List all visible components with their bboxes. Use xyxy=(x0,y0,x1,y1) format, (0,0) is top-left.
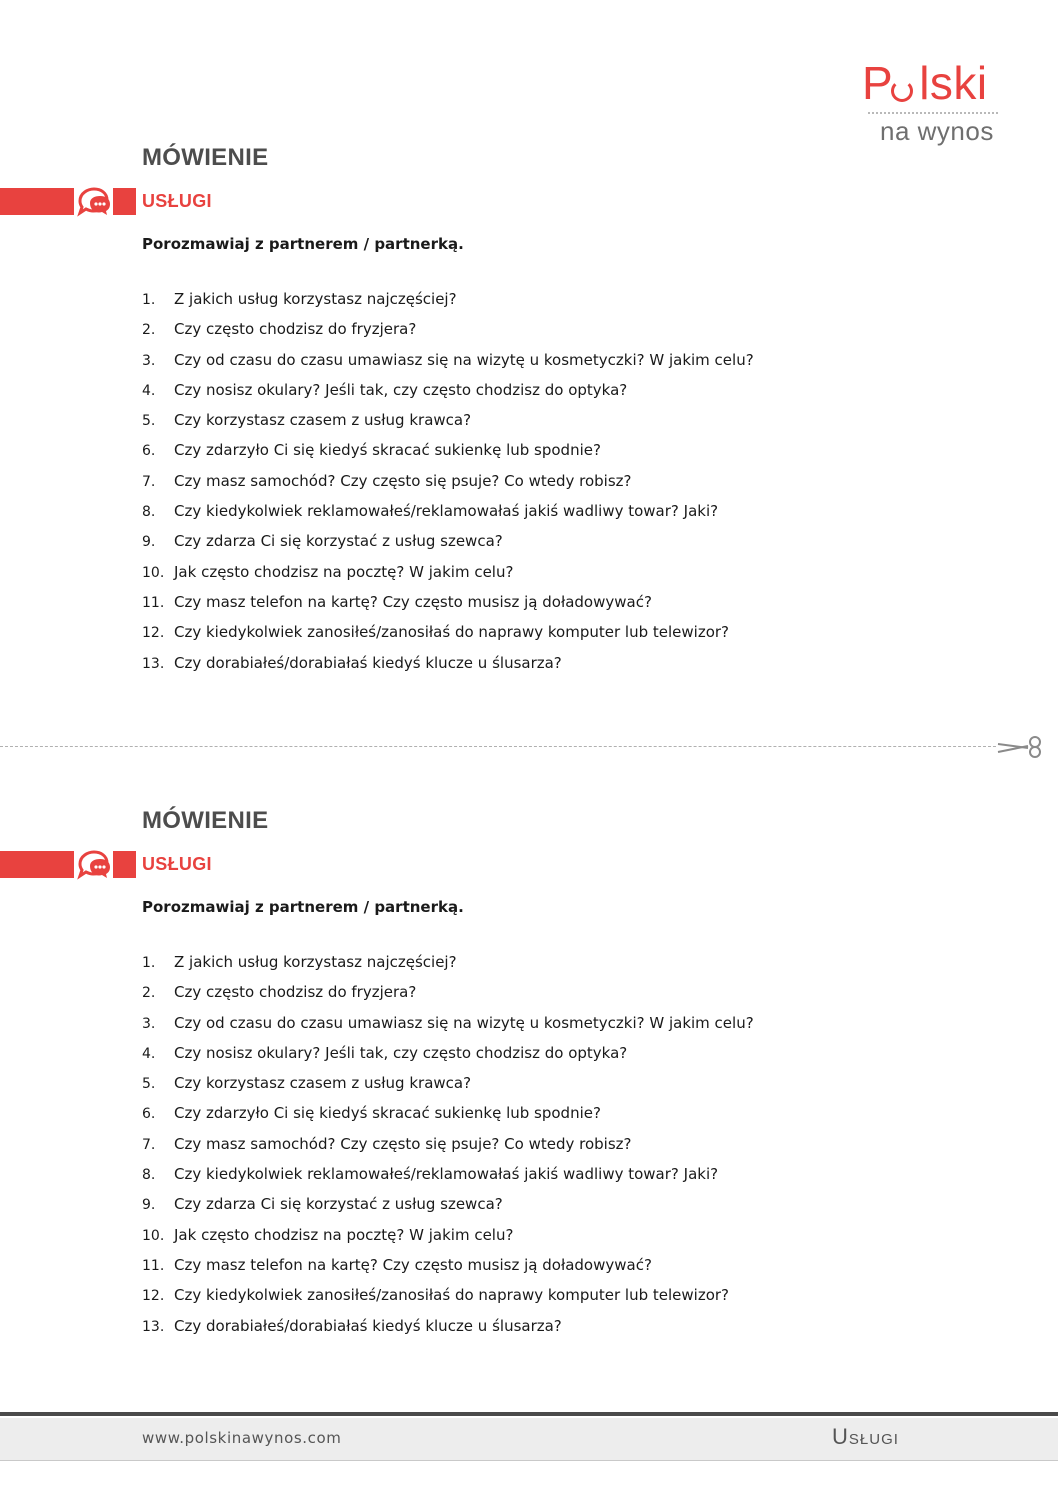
question-number: 4. xyxy=(142,1045,156,1062)
question-text: Czy zdarzyło Ci się kiedyś skracać sukienkę lub spodnie? xyxy=(174,1104,601,1123)
list-item xyxy=(142,592,754,622)
footer-website-link[interactable]: www.polskinawynos.com xyxy=(142,1429,342,1447)
list-item xyxy=(142,1013,754,1043)
question-text: Czy kiedykolwiek reklamowałeś/reklamowałaś jakiś wadliwy towar? Jaki? xyxy=(174,502,719,521)
list-item xyxy=(142,1316,754,1346)
list-item xyxy=(142,501,754,531)
question-number: 1. xyxy=(142,292,156,308)
question-text: Czy od czasu do czasu umawiasz się na wizytę u kosmetyczki? W jakim celu? xyxy=(174,350,754,369)
list-item xyxy=(142,1164,754,1194)
logo-smile-icon xyxy=(891,80,913,102)
question-text: Czy dorabiałeś/dorabiałaś kiedyś klucze u ślusarza? xyxy=(174,1316,562,1335)
question-text: Czy kiedykolwiek zanosiłeś/zanosiłaś do naprawy komputer lub telewizor? xyxy=(174,1286,730,1305)
question-text: Czy masz samochód? Czy często się psuje? Co wtedy robisz? xyxy=(174,471,632,490)
question-number: 10. xyxy=(142,1227,165,1244)
list-item xyxy=(142,1285,754,1315)
logo-subtitle: na wynos xyxy=(880,116,994,146)
question-text: Czy zdarzyło Ci się kiedyś skracać sukienkę lub spodnie? xyxy=(174,441,601,460)
question-number: 12. xyxy=(142,625,165,642)
question-text: Czy masz telefon na kartę? Czy często musisz ją doładowywać? xyxy=(174,1255,652,1274)
page-footer xyxy=(0,1418,1058,1461)
section-title: MÓWIENIE xyxy=(142,144,269,171)
question-list xyxy=(142,952,754,1346)
question-text: Czy masz telefon na kartę? Czy często musisz ją doładowywać? xyxy=(174,592,652,611)
accent-bar xyxy=(0,851,74,878)
accent-bar-small xyxy=(113,851,136,878)
footer-topic-title: Usługi xyxy=(832,1424,899,1449)
list-item xyxy=(142,622,754,652)
list-item xyxy=(142,440,754,470)
list-item xyxy=(142,1194,754,1224)
cut-line xyxy=(0,746,996,747)
question-number: 7. xyxy=(142,1136,156,1153)
logo-text-end: lski xyxy=(919,57,988,109)
question-number: 13. xyxy=(142,1318,165,1335)
section-subtitle: USŁUGI xyxy=(142,191,212,211)
list-item xyxy=(142,410,754,440)
question-text: Czy masz samochód? Czy często się psuje? Co wtedy robisz? xyxy=(174,1134,632,1153)
chat-bubbles-icon xyxy=(76,187,112,217)
question-number: 3. xyxy=(142,352,156,369)
question-text: Z jakich usług korzystasz najczęściej? xyxy=(174,953,457,971)
logo-text-start: P xyxy=(862,57,894,109)
question-number: 2. xyxy=(142,322,156,339)
scissors-icon xyxy=(996,735,1046,759)
list-item xyxy=(142,1134,754,1164)
list-item xyxy=(142,1043,754,1073)
question-number: 13. xyxy=(142,655,165,672)
list-item xyxy=(142,1103,754,1133)
question-text: Czy często chodzisz do fryzjera? xyxy=(174,320,417,339)
question-number: 12. xyxy=(142,1288,165,1305)
list-item xyxy=(142,471,754,501)
question-number: 4. xyxy=(142,382,156,399)
list-item xyxy=(142,1073,754,1103)
question-text: Czy kiedykolwiek zanosiłeś/zanosiłaś do naprawy komputer lub telewizor? xyxy=(174,623,730,642)
question-number: 10. xyxy=(142,564,165,581)
exercise-section-2 xyxy=(0,807,1058,1367)
brand-logo xyxy=(862,57,1002,146)
question-number: 1. xyxy=(142,955,156,971)
question-text: Czy od czasu do czasu umawiasz się na wizytę u kosmetyczki? W jakim celu? xyxy=(174,1013,754,1032)
list-item xyxy=(142,653,754,683)
question-number: 2. xyxy=(142,985,156,1002)
question-text: Czy korzystasz czasem z usług krawca? xyxy=(174,411,472,430)
question-number: 9. xyxy=(142,1197,156,1214)
section-title: MÓWIENIE xyxy=(142,807,269,834)
question-text: Czy zdarza Ci się korzystać z usług szewca? xyxy=(174,1195,503,1214)
list-item xyxy=(142,289,754,319)
footer-divider xyxy=(0,1412,1058,1416)
list-item xyxy=(142,531,754,561)
section-subtitle: USŁUGI xyxy=(142,854,212,874)
question-number: 11. xyxy=(142,1257,165,1274)
question-number: 9. xyxy=(142,534,156,551)
question-text: Czy często chodzisz do fryzjera? xyxy=(174,983,417,1002)
instruction-text: Porozmawiaj z partnerem / partnerką. xyxy=(142,898,464,916)
question-number: 7. xyxy=(142,473,156,490)
question-number: 6. xyxy=(142,443,156,460)
list-item xyxy=(142,350,754,380)
list-item xyxy=(142,380,754,410)
question-text: Czy korzystasz czasem z usług krawca? xyxy=(174,1074,472,1093)
question-number: 3. xyxy=(142,1015,156,1032)
list-item xyxy=(142,952,754,982)
accent-bar-small xyxy=(113,188,136,215)
question-text: Czy zdarza Ci się korzystać z usług szewca? xyxy=(174,532,503,551)
list-item xyxy=(142,319,754,349)
list-item xyxy=(142,562,754,592)
question-number: 6. xyxy=(142,1106,156,1123)
exercise-section-1 xyxy=(0,144,1058,704)
chat-bubbles-icon xyxy=(76,850,112,880)
question-text: Czy nosisz okulary? Jeśli tak, czy często chodzisz do optyka? xyxy=(174,380,628,399)
question-list xyxy=(142,289,754,683)
list-item xyxy=(142,1255,754,1285)
question-text: Jak często chodzisz na pocztę? W jakim celu? xyxy=(174,562,514,581)
logo-wordmark xyxy=(862,58,1002,110)
question-number: 11. xyxy=(142,594,165,611)
list-item xyxy=(142,1225,754,1255)
question-text: Z jakich usług korzystasz najczęściej? xyxy=(174,290,457,308)
question-text: Czy kiedykolwiek reklamowałeś/reklamowałaś jakiś wadliwy towar? Jaki? xyxy=(174,1165,719,1184)
question-text: Czy nosisz okulary? Jeśli tak, czy często chodzisz do optyka? xyxy=(174,1043,628,1062)
list-item xyxy=(142,982,754,1012)
question-number: 5. xyxy=(142,1076,156,1093)
question-text: Czy dorabiałeś/dorabiałaś kiedyś klucze u ślusarza? xyxy=(174,653,562,672)
instruction-text: Porozmawiaj z partnerem / partnerką. xyxy=(142,235,464,253)
question-number: 8. xyxy=(142,1167,156,1184)
question-number: 5. xyxy=(142,413,156,430)
logo-dotted-divider xyxy=(868,112,998,114)
question-text: Jak często chodzisz na pocztę? W jakim celu? xyxy=(174,1225,514,1244)
question-number: 8. xyxy=(142,504,156,521)
accent-bar xyxy=(0,188,74,215)
